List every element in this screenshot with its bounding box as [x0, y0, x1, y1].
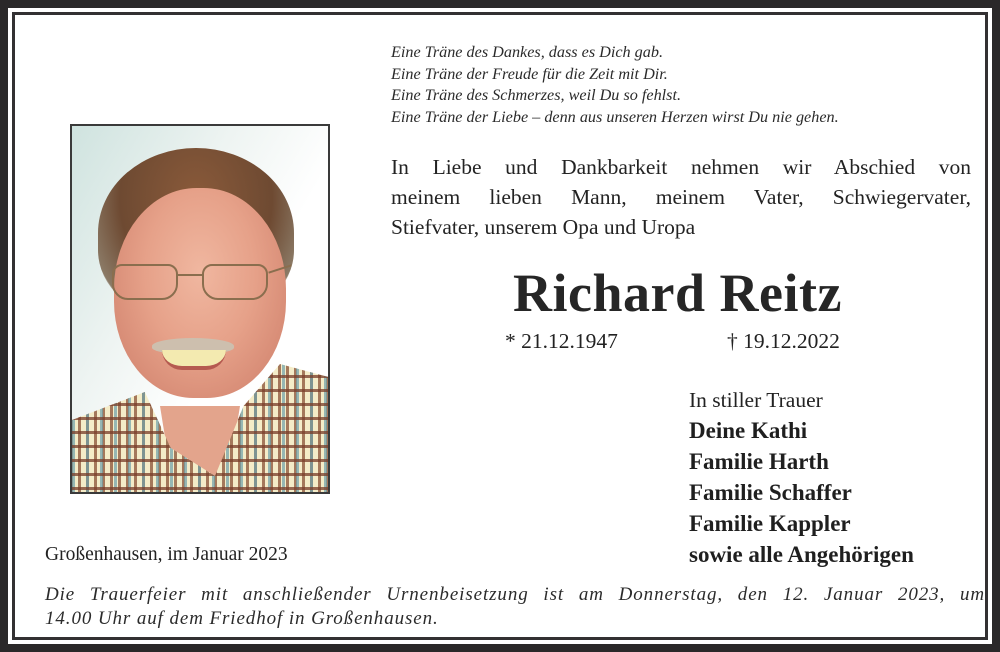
- mourner-name: Familie Kappler: [689, 511, 851, 536]
- poem-line: Eine Träne der Freude für die Zeit mit Dir.: [391, 64, 668, 83]
- mourners-lead: In stiller Trauer: [689, 388, 823, 412]
- glasses-lens-left: [112, 264, 178, 300]
- inner-border: [12, 12, 988, 640]
- obituary-card: [8, 8, 992, 644]
- mourner-name: Deine Kathi: [689, 418, 808, 443]
- portrait-photo: [70, 124, 330, 494]
- birth-date: * 21.12.1947: [505, 329, 618, 353]
- mourner-name: Familie Harth: [689, 449, 829, 474]
- ceremony-line: Die Trauerfeier mit anschließender Urnenbeisetzung ist am Donnerstag, den 12. Januar 2023, um: [45, 584, 985, 605]
- mourner-name: sowie alle Angehörigen: [689, 542, 914, 567]
- mourner-name: Familie Schaffer: [689, 480, 852, 505]
- glasses-lens-right: [202, 264, 268, 300]
- ceremony-info: [45, 583, 985, 631]
- intro-line: meinem lieben Mann, meinem Vater, Schwiegervater,: [391, 185, 971, 209]
- poem-line: Eine Träne des Schmerzes, weil Du so fehlst.: [391, 86, 681, 104]
- death-date: † 19.12.2022: [727, 329, 840, 353]
- photo-smile: [162, 350, 226, 370]
- place-and-date: Großenhausen, im Januar 2023: [45, 544, 288, 565]
- poem: [391, 42, 981, 128]
- farewell-intro: [391, 152, 971, 242]
- mourners-list: [689, 385, 989, 570]
- poem-line: Eine Träne der Liebe – denn aus unseren Herzen wirst Du nie gehen.: [391, 107, 839, 126]
- intro-line: In Liebe und Dankbarkeit nehmen wir Abschied von: [391, 155, 971, 179]
- ceremony-line: 14.00 Uhr auf dem Friedhof in Großenhausen.: [45, 608, 439, 629]
- deceased-name: Richard Reitz: [513, 263, 842, 323]
- poem-line: Eine Träne des Dankes, dass es Dich gab.: [391, 43, 664, 61]
- glasses-bridge: [178, 274, 202, 276]
- intro-line: Stiefvater, unserem Opa und Uropa: [391, 215, 696, 239]
